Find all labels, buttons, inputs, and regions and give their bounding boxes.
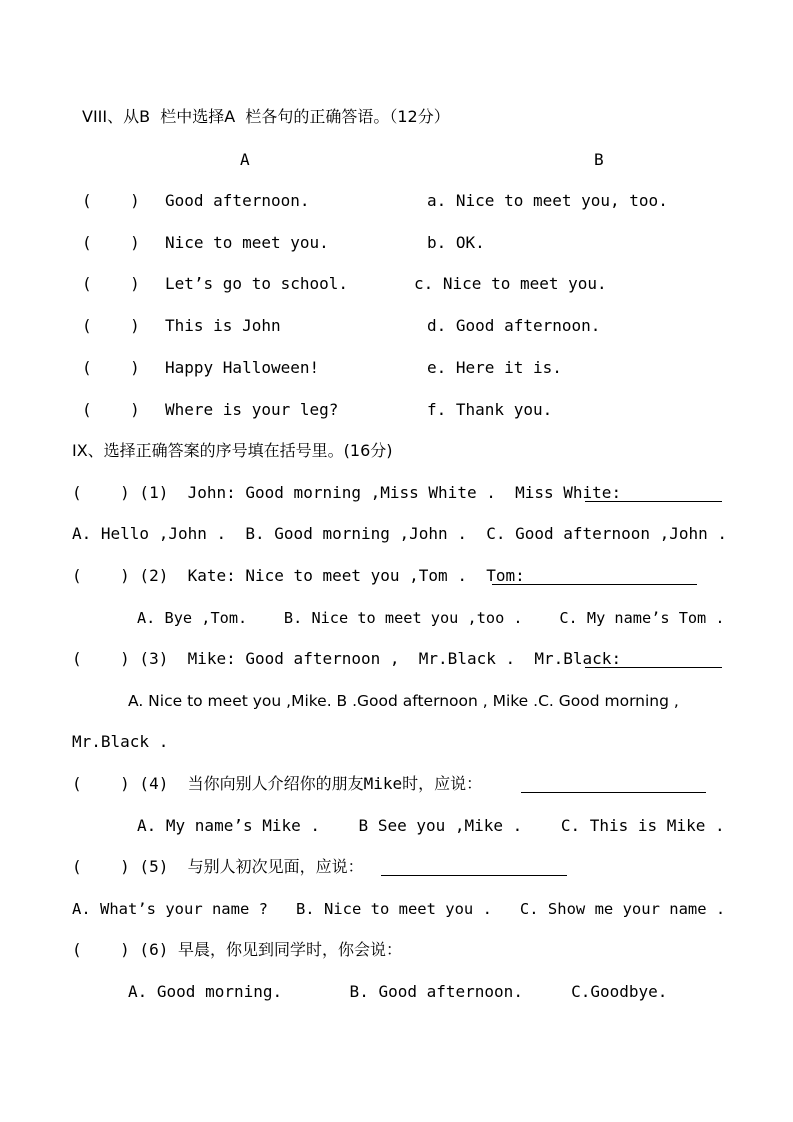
column-b-item: c. Nice to meet you. [414, 274, 607, 293]
column-a-item: Let’s go to school. [165, 274, 349, 293]
question-2-stem: ( ) (2) Kate: Nice to meet you ,Tom . Tom: [72, 566, 525, 585]
question-3-options-continued: Mr.Black . [72, 732, 169, 751]
answer-parenthesis: ( ) [82, 233, 140, 252]
answer-blank [381, 875, 567, 876]
question-2-options: A. Bye ,Tom. B. Nice to meet you ,too . C. My name’s Tom . [137, 609, 725, 627]
answer-blank [585, 667, 722, 668]
column-b-item: f. Thank you. [427, 400, 553, 419]
answer-blank [492, 584, 697, 585]
question-5-options: A. What’s your name ? B. Nice to meet you . C. Show me your name . [72, 900, 726, 918]
answer-parenthesis: ( ) [82, 274, 140, 293]
column-b-item: b. OK. [427, 233, 485, 252]
question-3-stem: ( ) (3) Mike: Good afternoon , Mr.Black . Mr.Black: [72, 649, 622, 668]
question-1-stem: ( ) (1) John: Good morning ,Miss White . Miss White: [72, 483, 622, 502]
column-b-item: e. Here it is. [427, 358, 562, 377]
question-6-options: A. Good morning. B. Good afternoon. C.Goodbye. [128, 982, 668, 1001]
column-a-item: Happy Halloween! [165, 358, 320, 377]
answer-parenthesis: ( ) [82, 358, 140, 377]
answer-blank [521, 792, 706, 793]
column-a-item: Nice to meet you. [165, 233, 329, 252]
question-1-options: A. Hello ,John . B. Good morning ,John . C. Good afternoon ,John . [72, 524, 728, 543]
column-a-header: A [240, 150, 250, 169]
answer-blank [585, 501, 722, 502]
column-b-item: a. Nice to meet you, too. [427, 191, 668, 210]
question-4-stem: ( ) (4) 当你向别人介绍你的朋友Mike时，应说： [72, 774, 483, 793]
question-5-stem: ( ) (5) 与别人初次见面，应说： [72, 857, 364, 876]
question-6-stem: ( ) (6) 早晨，你见到同学时，你会说： [72, 940, 402, 959]
answer-parenthesis: ( ) [82, 316, 140, 335]
section-9-title: IX、选择正确答案的序号填在括号里。(16分) [72, 441, 393, 460]
column-a-item: Where is your leg? [165, 400, 339, 419]
answer-parenthesis: ( ) [82, 400, 140, 419]
column-b-header: B [594, 150, 604, 169]
question-3-options: A. Nice to meet you ,Mike. B .Good afternoon , Mike .C. Good morning , [128, 692, 679, 710]
column-a-item: This is John [165, 316, 281, 335]
question-4-options: A. My name’s Mike . B See you ,Mike . C. This is Mike . [137, 816, 725, 835]
column-b-item: d. Good afternoon. [427, 316, 601, 335]
answer-parenthesis: ( ) [82, 191, 140, 210]
section-8-title: VIII、从B 栏中选择A 栏各句的正确答语。（12分） [82, 107, 450, 126]
column-a-item: Good afternoon. [165, 191, 310, 210]
